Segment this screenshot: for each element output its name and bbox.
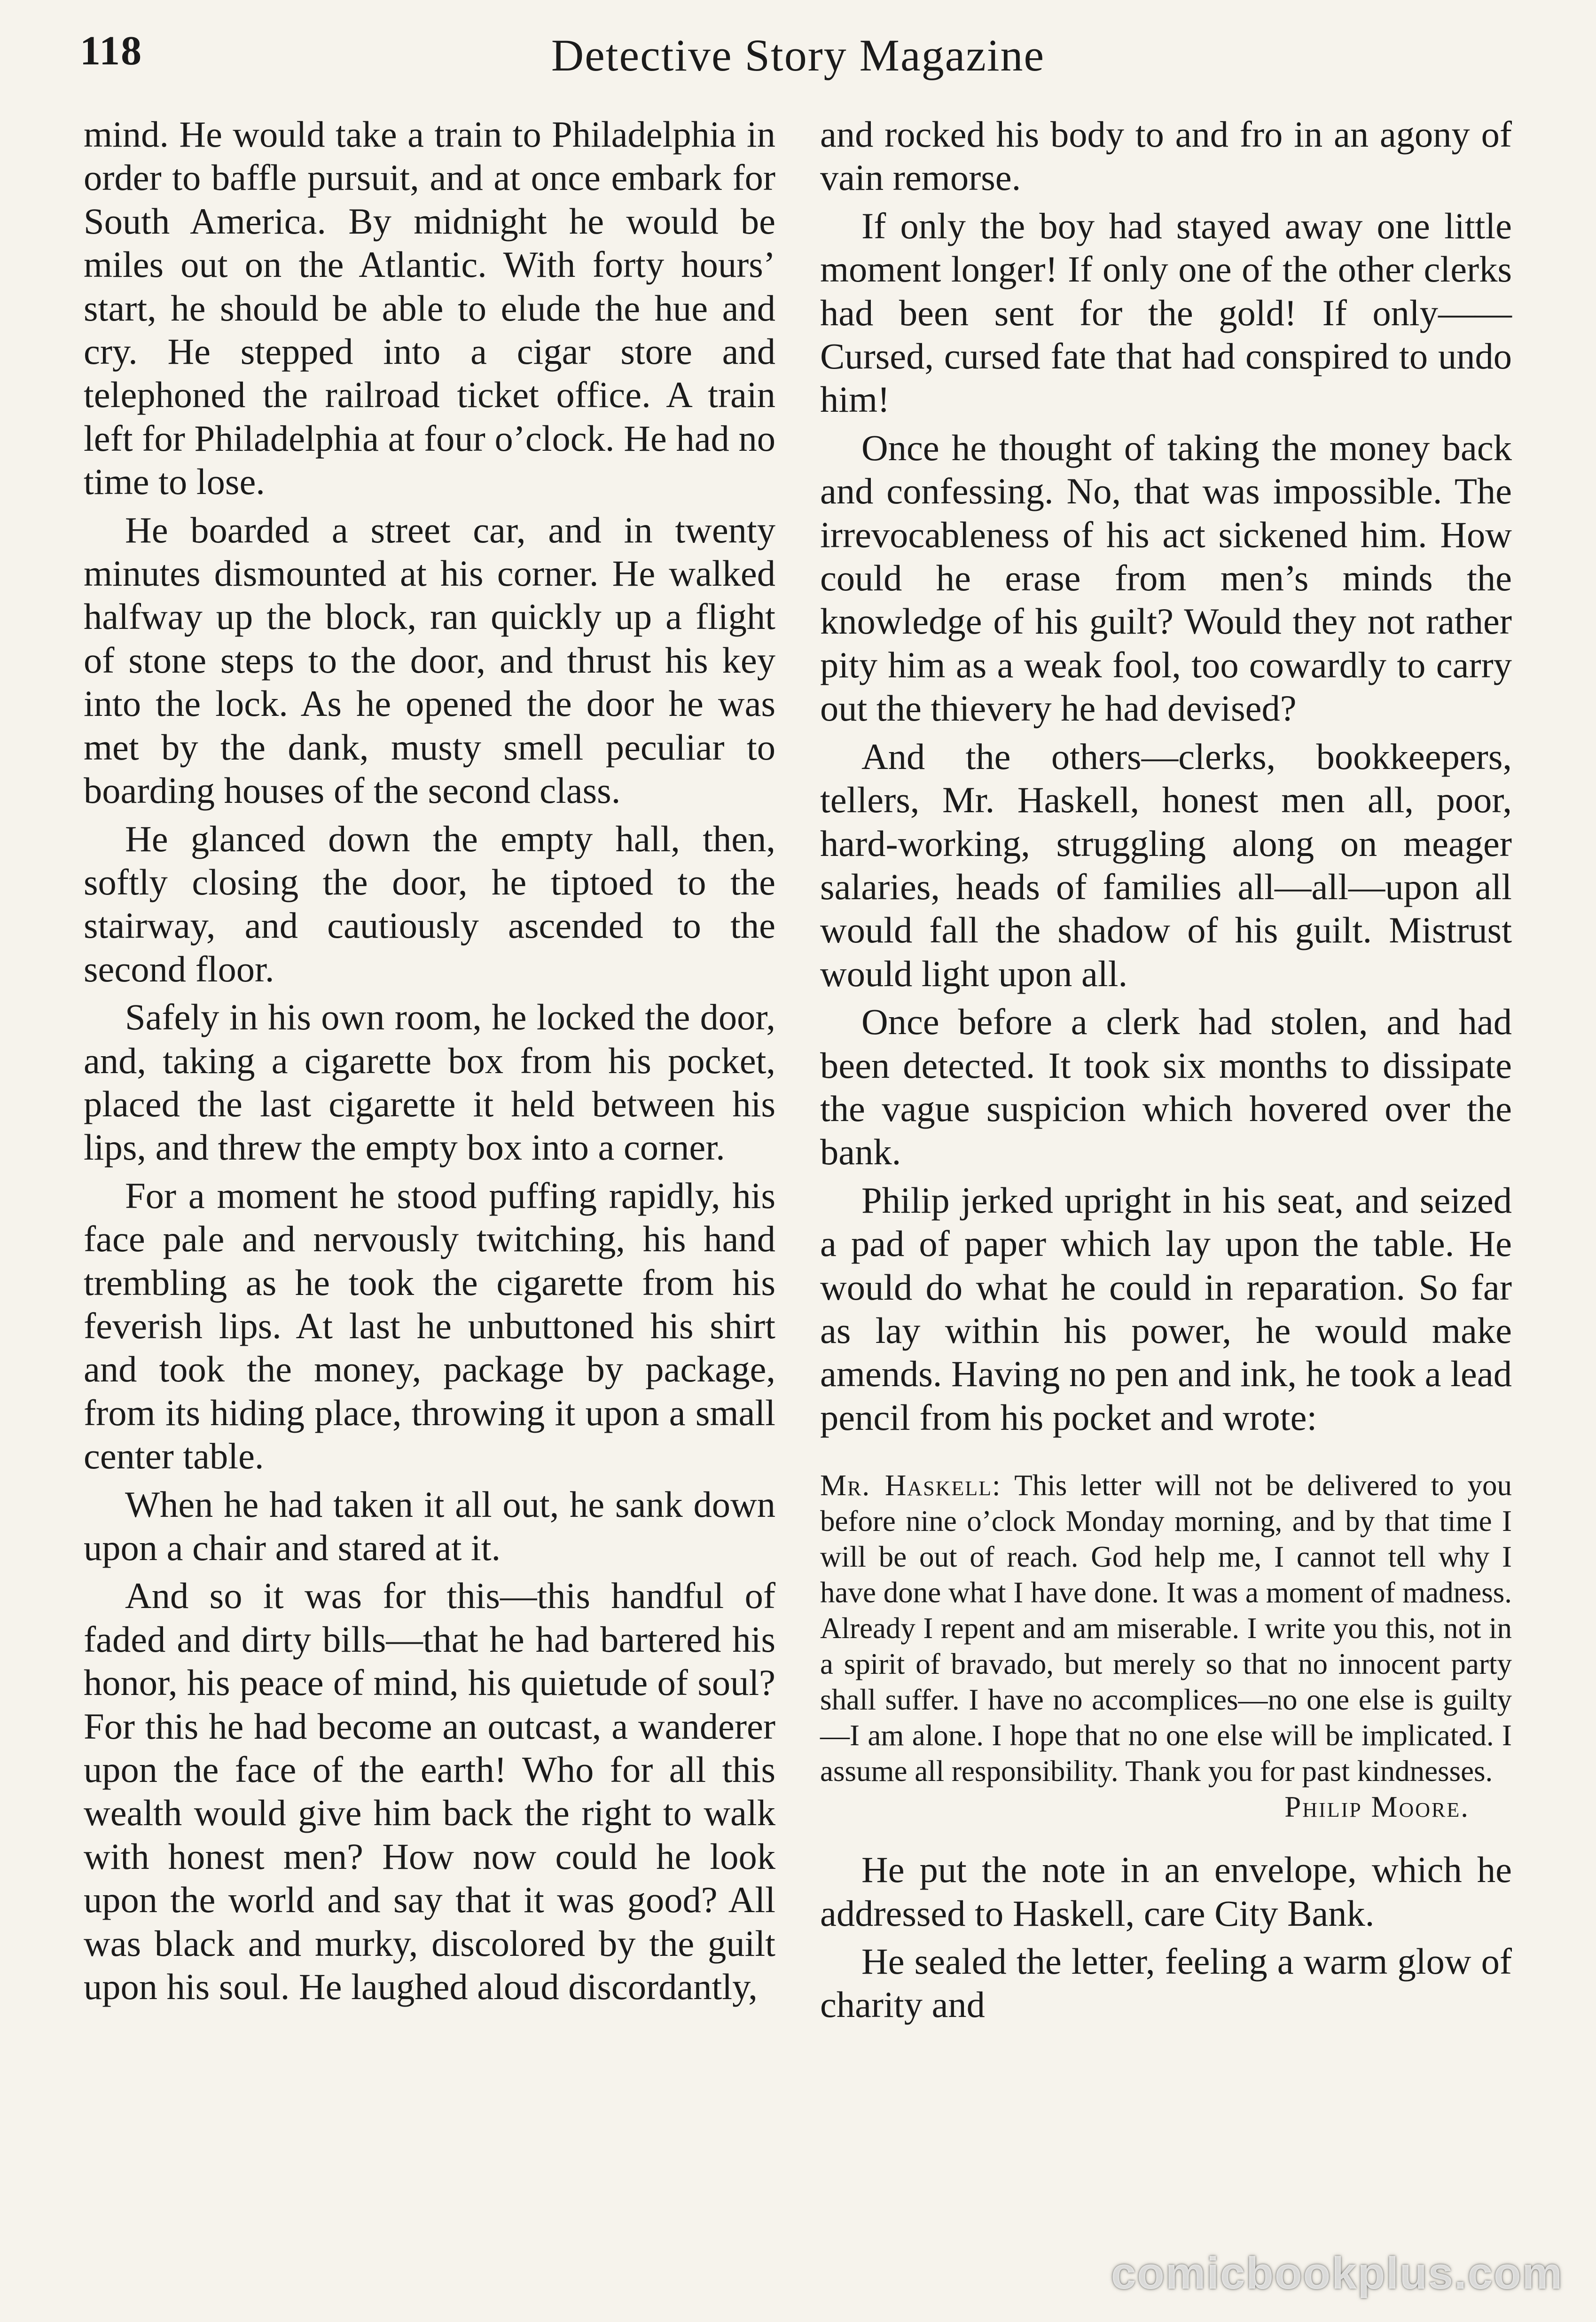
paragraph: Once before a clerk had stolen, and had been detected. It took six months to dissipate the vague suspicion which hovered over the bank.: [820, 1001, 1512, 1173]
source-watermark: comicbookplus.com: [1111, 2248, 1563, 2298]
right-column: [820, 113, 1512, 2032]
paragraph: He glanced down the empty hall, then, softly closing the door, he tiptoed to the stairway, and cautiously ascended to the second floor.: [84, 818, 775, 989]
paragraph: If only the boy had stayed away one little moment longer! If only one of the other clerks had been sent for the gold! If only—— Cursed, cursed fate that had conspired to undo him!: [820, 205, 1512, 420]
letter-signature: Philip Moore.: [1284, 1790, 1470, 1824]
paragraph: For a moment he stood puffing rapidly, his face pale and nervously twitching, his hand trembling as he took the cigarette from his feverish lips. At last he unbuttoned his shirt and took the money, package by package, from its hiding place, throwing it upon a small center table.: [84, 1175, 775, 1477]
page-number: 118: [80, 28, 143, 74]
paragraph: Safely in his own room, he locked the door, and, taking a cigarette box from his pocket, placed the last cigarette it held between his lips, and threw the empty box into a corner.: [84, 996, 775, 1168]
letter-block: [820, 1467, 1512, 1825]
letter-body: This letter will not be delivered to you before nine o’clock Monday morning, and by that time I will be out of reach. God help me, I cannot tell why I have done what I have done. It was a moment of madness. Already I repent and am miserable. I write you this, not in a spirit of bravado, but merely so that no innocent party shall suffer. I have no accomplices—no one else is guilty—I am alone. I hope that no one else will be implicated. I assume all responsibility. Thank you for past kindnesses.: [820, 1469, 1512, 1788]
left-column: [84, 113, 775, 2013]
running-title: Detective Story Magazine: [551, 30, 1045, 80]
paragraph: When he had taken it all out, he sank down upon a chair and stared at it.: [84, 1483, 775, 1568]
paragraph: Once he thought of taking the money back and confessing. No, that was impossible. The irrevocableness of his act sickened him. How could he erase from men’s minds the knowledge of his guilt? Would they not rather pity him as a weak fool, too cowardly to carry out the thievery he had devised?: [820, 427, 1512, 729]
paragraph: And the others—clerks, bookkeepers, tellers, Mr. Haskell, honest men all, poor, hard-working, struggling along on meager salaries, heads of families all—all—upon all would fall the shadow of his guilt. Mistrust would light upon all.: [820, 736, 1512, 994]
paragraph: And so it was for this—this handful of faded and dirty bills—that he had bartered his honor, his peace of mind, his quietude of soul? For this he had become an outcast, a wanderer upon the face of the earth! Who for all this wealth would give him back the right to walk with honest men? How now could he look upon the world and say that it was good? All was black and murky, discolored by the guilt upon his soul. He laughed aloud discordantly,: [84, 1575, 775, 2008]
paragraph: and rocked his body to and fro in an agony of vain remorse.: [820, 114, 1512, 198]
paragraph: mind. He would take a train to Philadelphia in order to baffle pursuit, and at once embark for South America. By midnight he would be miles out on the Atlantic. With forty hours’ start, he should be able to elude the hue and cry. He stepped into a cigar store and telephoned the railroad ticket office. A train left for Philadelphia at four o’clock. He had no time to lose.: [84, 114, 775, 502]
paragraph: He sealed the letter, feeling a warm glow of charity and: [820, 1941, 1512, 2025]
letter-addressee: Mr. Haskell:: [820, 1469, 1001, 1502]
paragraph: He put the note in an envelope, which he addressed to Haskell, care City Bank.: [820, 1849, 1512, 1934]
paragraph: He boarded a street car, and in twenty minutes dismounted at his corner. He walked halfway up the block, ran quickly up a flight of stone steps to the door, and thrust his key into the lock. As he opened the door he was met by the dank, musty smell peculiar to boarding houses of the second class.: [84, 509, 775, 811]
paragraph: Philip jerked upright in his seat, and seized a pad of paper which lay upon the table. He would do what he could in reparation. So far as lay within his power, he would make amends. Having no pen and ink, he took a lead pencil from his pocket and wrote:: [820, 1179, 1512, 1438]
